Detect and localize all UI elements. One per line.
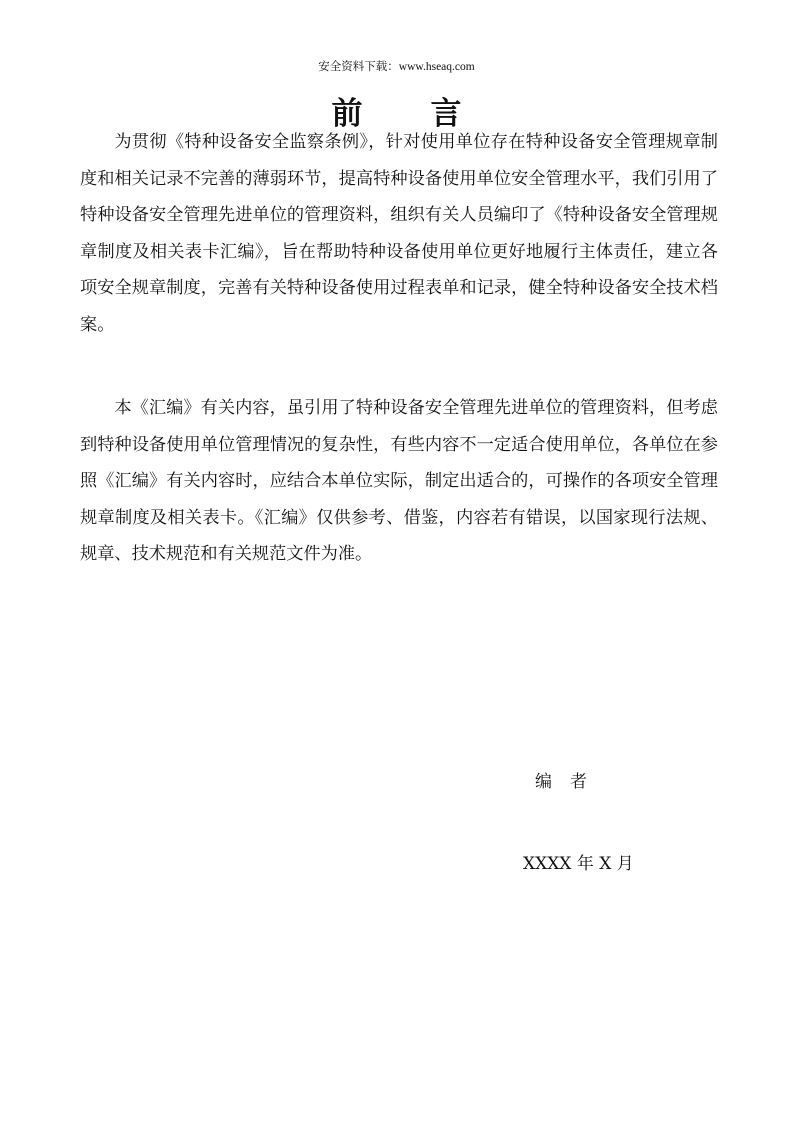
page-title-char-1: 前 — [331, 96, 363, 132]
paragraph-2: 本《汇编》有关内容，虽引用了特种设备安全管理先进单位的管理资料，但考虑到特种设备使用单位管理情况的复杂性，有些内容不一定适合使用单位，各单位在参照《汇编》有关内容时，应结合本单位实际，制定出适合的，可操作的各项安全管理规章制度及相关表卡。《汇编》仅供参考、借鉴，内容若有错误，以国家现行法规、规章、技术规范和有关规范文件为准。 — [80, 398, 718, 565]
signature-char-2: 者 — [570, 772, 587, 792]
signature-char-1: 编 — [535, 772, 552, 792]
page-header-source: 安全资料下载：www.hseaq.com — [318, 61, 475, 73]
paragraph-1-block — [80, 124, 718, 344]
page-title-char-2: 言 — [430, 96, 462, 132]
paragraph-1: 为贯彻《特种设备安全监察条例》，针对使用单位存在特种设备安全管理规章制度和相关记录不完善的薄弱环节，提高特种设备使用单位安全管理水平，我们引用了特种设备安全管理先进单位的管理资料，组织有关人员编印了《特种设备安全管理规章制度及相关表卡汇编》，旨在帮助特种设备使用单位更好地履行主体责任，建立各项安全规章制度，完善有关特种设备使用过程表单和记录，健全特种设备安全技术档案。 — [80, 132, 718, 335]
paragraph-2-block — [80, 390, 718, 573]
author-signature — [535, 770, 587, 794]
date-line: XXXX 年 X 月 — [523, 854, 634, 874]
